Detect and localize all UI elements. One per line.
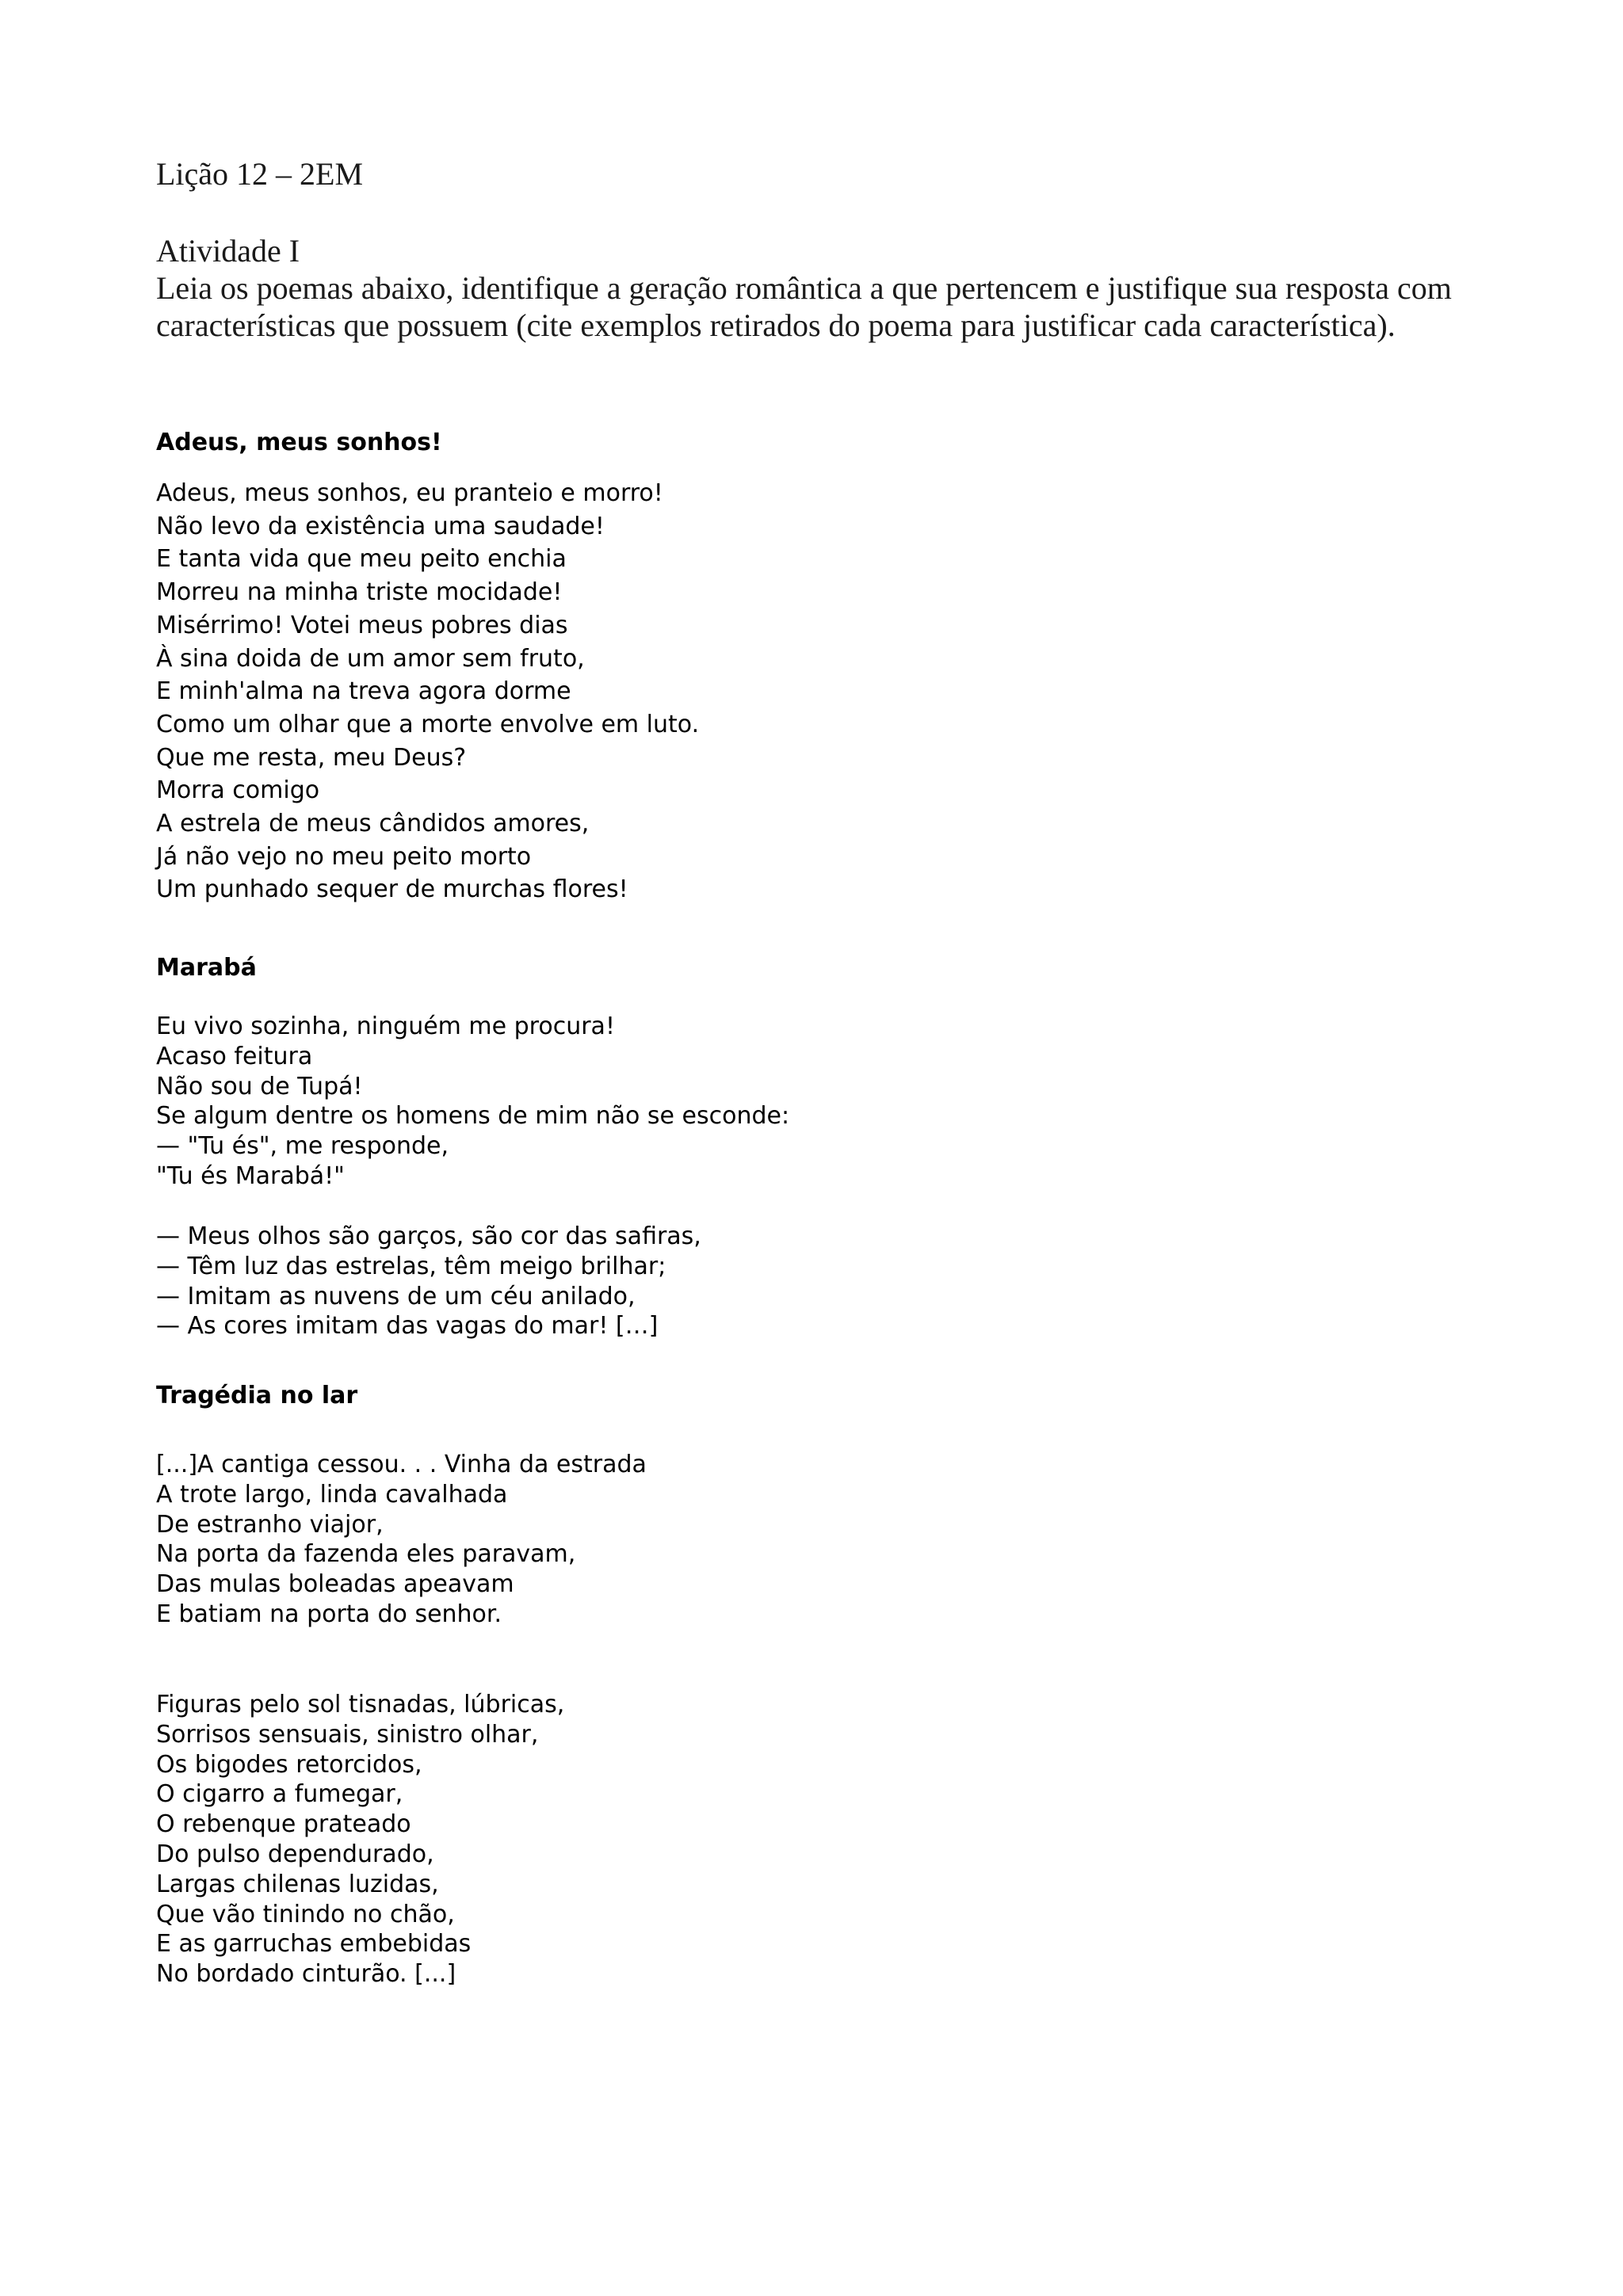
poem-line: Morreu na minha triste mocidade! bbox=[156, 578, 563, 607]
poem-line: A trote largo, linda cavalhada bbox=[156, 1480, 508, 1508]
poem-line: E batiam na porta do senhor. bbox=[156, 1600, 502, 1628]
poem-line: De estranho viajor, bbox=[156, 1510, 384, 1539]
poem-line: Acaso feitura bbox=[156, 1042, 313, 1070]
poem-line: — Têm luz das estrelas, têm meigo brilhar; bbox=[156, 1252, 666, 1280]
poem-line: E tanta vida que meu peito enchia bbox=[156, 545, 567, 574]
poem-line: Morra comigo bbox=[156, 776, 320, 805]
poem-line: Que me resta, meu Deus? bbox=[156, 743, 467, 772]
poem-line: — Meus olhos são garços, são cor das safiras, bbox=[156, 1222, 701, 1250]
poem-line: Se algum dentre os homens de mim não se esconde: bbox=[156, 1102, 790, 1131]
poem-line: À sina doida de um amor sem fruto, bbox=[156, 644, 585, 673]
poem-stanza bbox=[156, 1012, 789, 1192]
poem-line: E minh'alma na treva agora dorme bbox=[156, 677, 571, 706]
poem-line: O rebenque prateado bbox=[156, 1810, 411, 1839]
poem-stanza bbox=[156, 477, 699, 906]
poem-line: Os bigodes retorcidos, bbox=[156, 1750, 422, 1779]
poem-stanza bbox=[156, 1222, 701, 1341]
poem-line: Misérrimo! Votei meus pobres dias bbox=[156, 611, 568, 639]
poem-line: Do pulso dependurado, bbox=[156, 1840, 434, 1868]
poem-line: Das mulas boleadas apeavam bbox=[156, 1570, 514, 1599]
poem-line: A estrela de meus cândidos amores, bbox=[156, 810, 590, 838]
poem-title-adeus-meus-sonhos: Adeus, meus sonhos! bbox=[156, 429, 442, 456]
poem-line: [...]A cantiga cessou. . . Vinha da estrada bbox=[156, 1451, 647, 1478]
poem-line: — Imitam as nuvens de um céu anilado, bbox=[156, 1282, 636, 1310]
poem-line: Na porta da fazenda eles paravam, bbox=[156, 1540, 576, 1569]
poem-line: Não levo da existência uma saudade! bbox=[156, 512, 605, 540]
activity-heading: Atividade I bbox=[156, 233, 300, 269]
poem-line: Figuras pelo sol tisnadas, lúbricas, bbox=[156, 1691, 565, 1718]
activity-instructions: Leia os poemas abaixo, identifique a geração romântica a que pertencem e justifique sua resposta com características que possuem (cite exemplos retirados do poema para justificar cada característica). bbox=[156, 270, 1452, 343]
poem-line: — "Tu és", me responde, bbox=[156, 1132, 449, 1161]
poem-line: Não sou de Tupá! bbox=[156, 1072, 363, 1100]
poem-line: Que vão tinindo no chão, bbox=[156, 1900, 455, 1928]
poem-line: Sorrisos sensuais, sinistro olhar, bbox=[156, 1720, 539, 1749]
poem-line: Adeus, meus sonhos, eu pranteio e morro! bbox=[156, 479, 663, 507]
poem-line: Largas chilenas luzidas, bbox=[156, 1870, 439, 1898]
poem-title-tragedia-no-lar: Tragédia no lar bbox=[156, 1382, 358, 1409]
poem-line: Um punhado sequer de murchas flores! bbox=[156, 875, 628, 904]
poem-line: E as garruchas embebidas bbox=[156, 1930, 472, 1958]
poem-line: No bordado cinturão. [...] bbox=[156, 1960, 456, 1989]
poem-title-maraba: Marabá bbox=[156, 954, 257, 982]
poem-stanza bbox=[156, 1690, 564, 1989]
lesson-title: Lição 12 – 2EM bbox=[156, 156, 364, 192]
poem-line: Eu vivo sozinha, ninguém me procura! bbox=[156, 1013, 615, 1040]
poem-line: Já não vejo no meu peito morto bbox=[156, 842, 532, 871]
poem-line: Como um olhar que a morte envolve em luto. bbox=[156, 710, 700, 738]
poem-line: O cigarro a fumegar, bbox=[156, 1780, 403, 1809]
poem-line: "Tu és Marabá!" bbox=[156, 1161, 345, 1190]
poem-line: — As cores imitam das vagas do mar! […] bbox=[156, 1312, 659, 1341]
poem-stanza bbox=[156, 1450, 647, 1630]
